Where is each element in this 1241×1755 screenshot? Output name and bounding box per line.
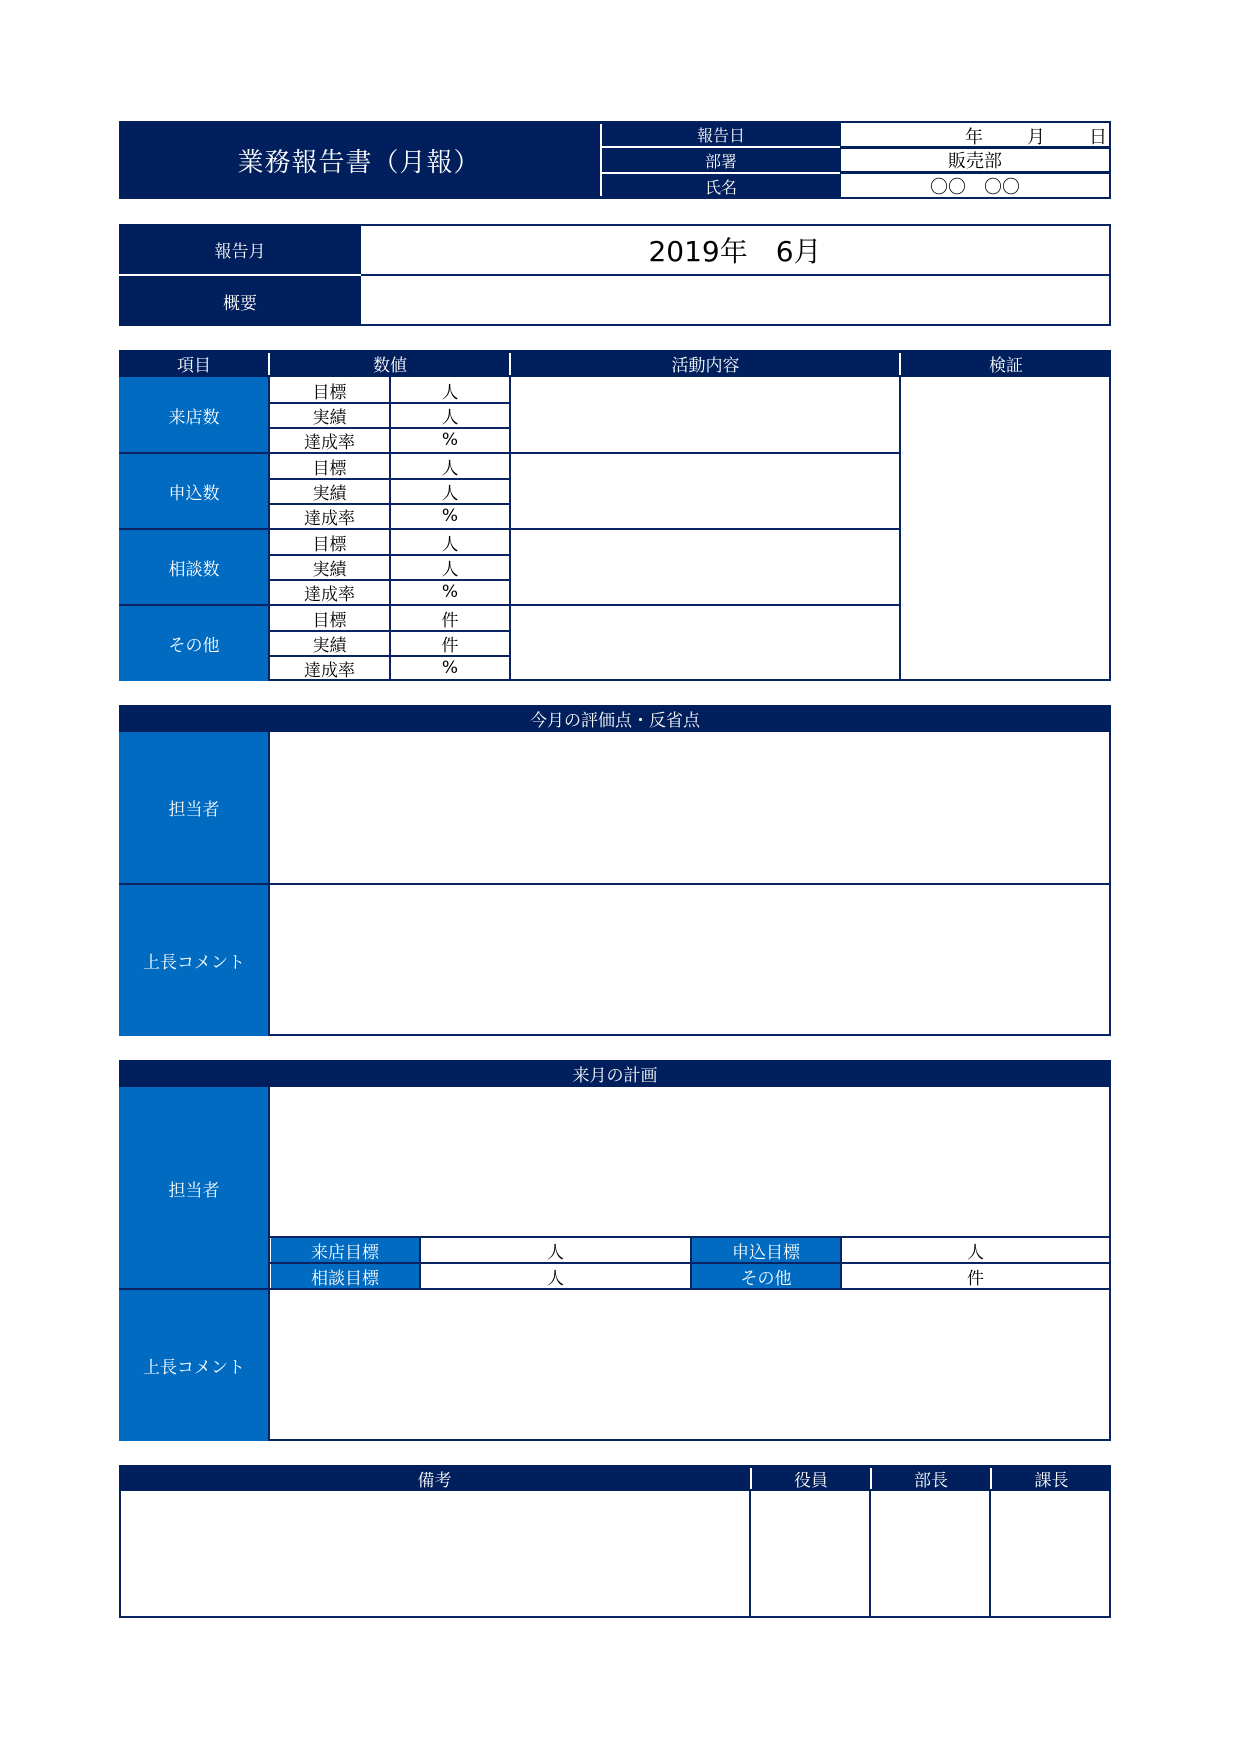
row-unit[interactable]: 人 [441,559,459,580]
grid-line [268,655,511,657]
row-unit[interactable]: % [441,658,459,678]
plan-staff-label: 担当者 [119,1087,269,1289]
target-other-label: その他 [692,1264,840,1288]
notes-field[interactable] [121,1491,750,1616]
row-unit[interactable]: 人 [441,458,459,479]
grid-line [119,528,901,530]
grid-line [268,478,511,480]
department-label: 部署 [704,151,737,171]
verification-field[interactable] [901,378,1109,680]
activity-field-other[interactable] [511,606,899,680]
plan-boss-field[interactable] [271,1291,1109,1439]
grid-line [690,1236,692,1288]
evaluation-title: 今月の評価点・反省点 [119,705,1111,732]
plan-staff-field[interactable] [271,1088,1109,1236]
grid-line [268,1087,270,1441]
plan-title: 来月の計画 [119,1060,1111,1087]
grid-line [268,579,511,581]
activity-field-applications[interactable] [511,454,899,528]
row-label: 目標 [312,458,347,479]
summary-label: 概要 [119,276,361,326]
report-date-day: 日 [1089,127,1107,148]
row-unit[interactable]: 人 [441,534,459,555]
report-month-value[interactable]: 2019年 6月 [648,235,822,268]
target-applications-label: 申込目標 [692,1238,840,1262]
activity-field-consultations[interactable] [511,530,899,604]
approval-executive-label: 役員 [794,1470,828,1491]
group-label-other: その他 [119,605,269,681]
row-unit[interactable]: 件 [441,635,459,656]
target-consultations-label: 相談目標 [271,1264,419,1288]
group-label-applications: 申込数 [119,453,269,529]
grid-line [268,554,511,556]
group-label-consultations: 相談数 [119,529,269,605]
grid-line [268,503,511,505]
grid-line [119,604,901,606]
grid-line [419,1236,421,1288]
approval-manager-label: 課長 [1034,1470,1069,1491]
header-activity: 活動内容 [671,356,740,376]
evaluation-boss-field[interactable] [271,885,1109,1034]
row-label: 実績 [312,635,347,656]
header-item: 項目 [177,356,211,376]
name-label: 氏名 [704,177,737,197]
row-label: 達成率 [304,660,355,681]
summary-field[interactable] [361,276,1109,324]
activity-field-visits[interactable] [511,378,899,452]
report-date-year: 年 [965,127,983,148]
notes-label: 備考 [417,1470,452,1491]
grid-line [119,452,901,454]
approval-manager-stamp[interactable] [992,1491,1109,1616]
grid-line [869,1491,871,1618]
grid-line [749,1491,751,1618]
grid-line [268,427,511,429]
header-verification: 検証 [989,356,1023,376]
target-other-field[interactable]: 件 [967,1268,984,1289]
grid-line [989,1491,991,1618]
row-label: 実績 [312,407,347,428]
grid-line [840,1236,842,1288]
row-unit[interactable]: % [441,506,459,526]
report-month-label: 報告月 [119,224,361,274]
target-visits-label: 来店目標 [271,1238,419,1262]
evaluation-staff-field[interactable] [271,733,1109,882]
approval-director-label: 部長 [914,1470,948,1491]
row-label: 達成率 [304,584,355,605]
row-unit[interactable]: 人 [441,407,459,428]
grid-line [119,1288,1111,1290]
report-date-label: 報告日 [696,125,745,145]
name-field[interactable]: 〇〇 〇〇 [841,174,1109,197]
plan-boss-label: 上長コメント [119,1290,269,1441]
row-label: 目標 [312,382,347,403]
header-value: 数値 [373,356,407,376]
grid-line [268,630,511,632]
approval-director-stamp[interactable] [872,1491,990,1616]
target-consultations-field[interactable]: 人 [547,1268,564,1289]
row-label: 達成率 [304,508,355,529]
document-title: 業務報告書（月報） [237,147,481,178]
evaluation-boss-label: 上長コメント [119,885,269,1036]
row-label: 目標 [312,534,347,555]
row-unit[interactable]: 人 [441,382,459,403]
row-label: 実績 [312,559,347,580]
group-label-visits: 来店数 [119,377,269,453]
row-label: 目標 [312,610,347,631]
target-visits-field[interactable]: 人 [547,1242,564,1263]
grid-line [268,402,511,404]
row-label: 実績 [312,483,347,504]
evaluation-staff-label: 担当者 [119,732,269,883]
report-date-field[interactable] [841,123,1109,146]
row-unit[interactable]: % [441,582,459,602]
department-field[interactable]: 販売部 [841,149,1109,171]
report-date-month: 月 [1027,127,1045,148]
row-unit[interactable]: % [441,430,459,450]
row-unit[interactable]: 人 [441,483,459,504]
grid-line [119,883,1111,885]
row-unit[interactable]: 件 [441,610,459,631]
row-label: 達成率 [304,432,355,453]
target-applications-field[interactable]: 人 [967,1242,984,1263]
approval-executive-stamp[interactable] [752,1491,870,1616]
